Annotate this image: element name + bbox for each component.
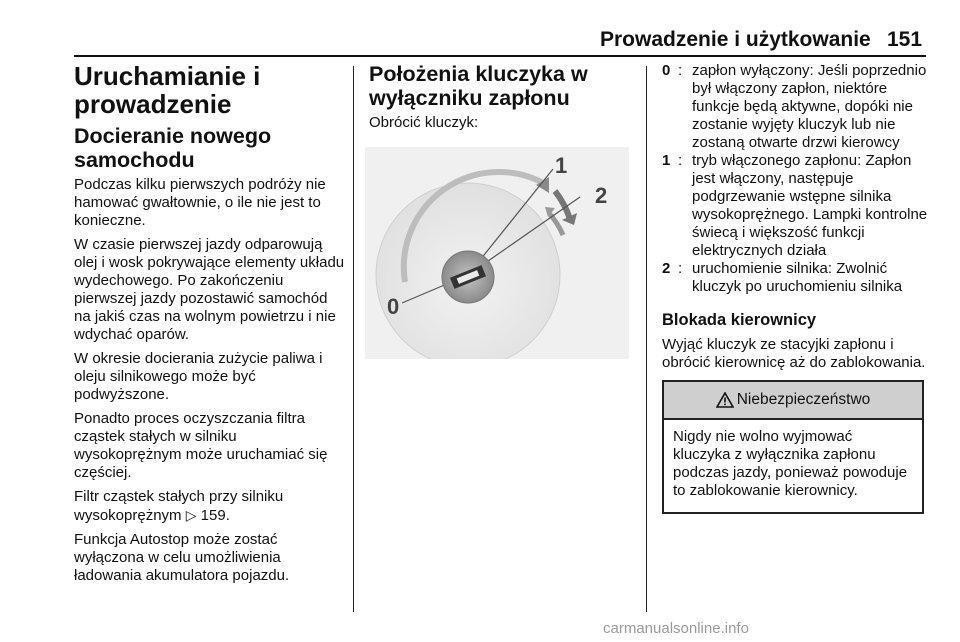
watermark: carmanualsonline.info: [603, 620, 749, 637]
subsection-heading: Docieranie nowego samochodu: [74, 124, 272, 172]
danger-box: [662, 380, 924, 514]
list-item-text: uruchomienie silnika: Zwolnić kluczyk po uruchomieniu silnika: [692, 260, 903, 295]
paragraph: Obrócić kluczyk:: [369, 114, 479, 131]
list-item-separator: :: [678, 152, 683, 169]
position-2-label: 2: [595, 183, 608, 208]
ignition-switch-figure: [365, 147, 629, 359]
paragraph: Podczas kilku pierwszych podróży nie hamować gwałtownie, o ile nie jest to konieczne.: [74, 176, 326, 229]
list-item: [662, 62, 928, 152]
list-item-text: tryb włączonego zapłonu: Zapłon jest włączony, następuje podgrzewanie wstępne silnika wysokoprężnego. Lampki kontrolne świecą i większość funkcji elektrycznych działa: [692, 152, 928, 259]
list-item-separator: :: [678, 260, 683, 277]
danger-box-body: Nigdy nie wolno wyjmować kluczyka z wyłącznika zapłonu podczas jazdy, ponieważ powoduje to zablokowanie kierownicy.: [673, 428, 908, 499]
list-item-text: zapłon wyłączony: Jeśli poprzednio był włączony zapłon, niektóre funkcje będą aktywne, dopóki nie zostanie wyjęty kluczyk lub nie zostaną otwarte drzwi kierowcy: [692, 62, 927, 151]
section-heading: Uruchamianie i prowadzenie: [74, 61, 261, 119]
section-heading: Położenia kluczyka w wyłączniku zapłonu: [369, 62, 588, 110]
list-item: [662, 152, 928, 260]
header-rule: [74, 55, 926, 57]
list-item-number: 0: [662, 62, 671, 79]
column-left: [74, 62, 346, 591]
column-middle: [369, 62, 641, 319]
page-number: 151: [887, 28, 923, 51]
list-item-number: 2: [662, 260, 671, 277]
danger-box-title: Niebezpieczeństwo: [736, 391, 871, 408]
paragraph: Funkcja Autostop może zostać wyłączona w celu umożliwienia ładowania akumulatora pojazdu.: [74, 531, 290, 584]
position-1-label: 1: [555, 153, 568, 178]
warning-triangle-icon: [716, 392, 734, 408]
paragraph: W czasie pierwszej jazdy odparowują olej i wosk pokrywające elementy układu wydechowego. Po zakończeniu pierwszej jazdy pozostawić samochód na jakiś czas na wolnym powietrzu i nie wdychać oparów.: [74, 236, 345, 343]
paragraph-text: Filtr cząstek stałych przy silniku wysokoprężnym: [74, 488, 284, 524]
paragraph-with-reference: [74, 488, 346, 525]
subsection-heading: Blokada kierownicy: [662, 311, 817, 329]
list-item-separator: :: [678, 62, 683, 79]
paragraph: W okresie docierania zużycie paliwa i oleju silnikowego może być podwyższone.: [74, 350, 323, 403]
column-divider-2: [646, 66, 647, 612]
page-reference[interactable]: 159.: [200, 507, 230, 524]
list-item-number: 1: [662, 152, 671, 169]
danger-box-header: [664, 382, 922, 420]
column-divider-1: [353, 66, 354, 612]
page-reference-arrow-icon: ▷: [185, 507, 197, 523]
position-0-label: 0: [387, 294, 400, 319]
running-header: Prowadzenie i użytkowanie: [600, 28, 871, 51]
column-right: [662, 62, 928, 514]
paragraph: Wyjąć kluczyk ze stacyjki zapłonu i obrócić kierownicę aż do zablokowania.: [662, 336, 926, 371]
list-item: [662, 260, 928, 296]
paragraph: Ponadto proces oczyszczania filtra cząstek stałych w silniku wysokoprężnym może uruchamiać się częściej.: [74, 410, 328, 481]
